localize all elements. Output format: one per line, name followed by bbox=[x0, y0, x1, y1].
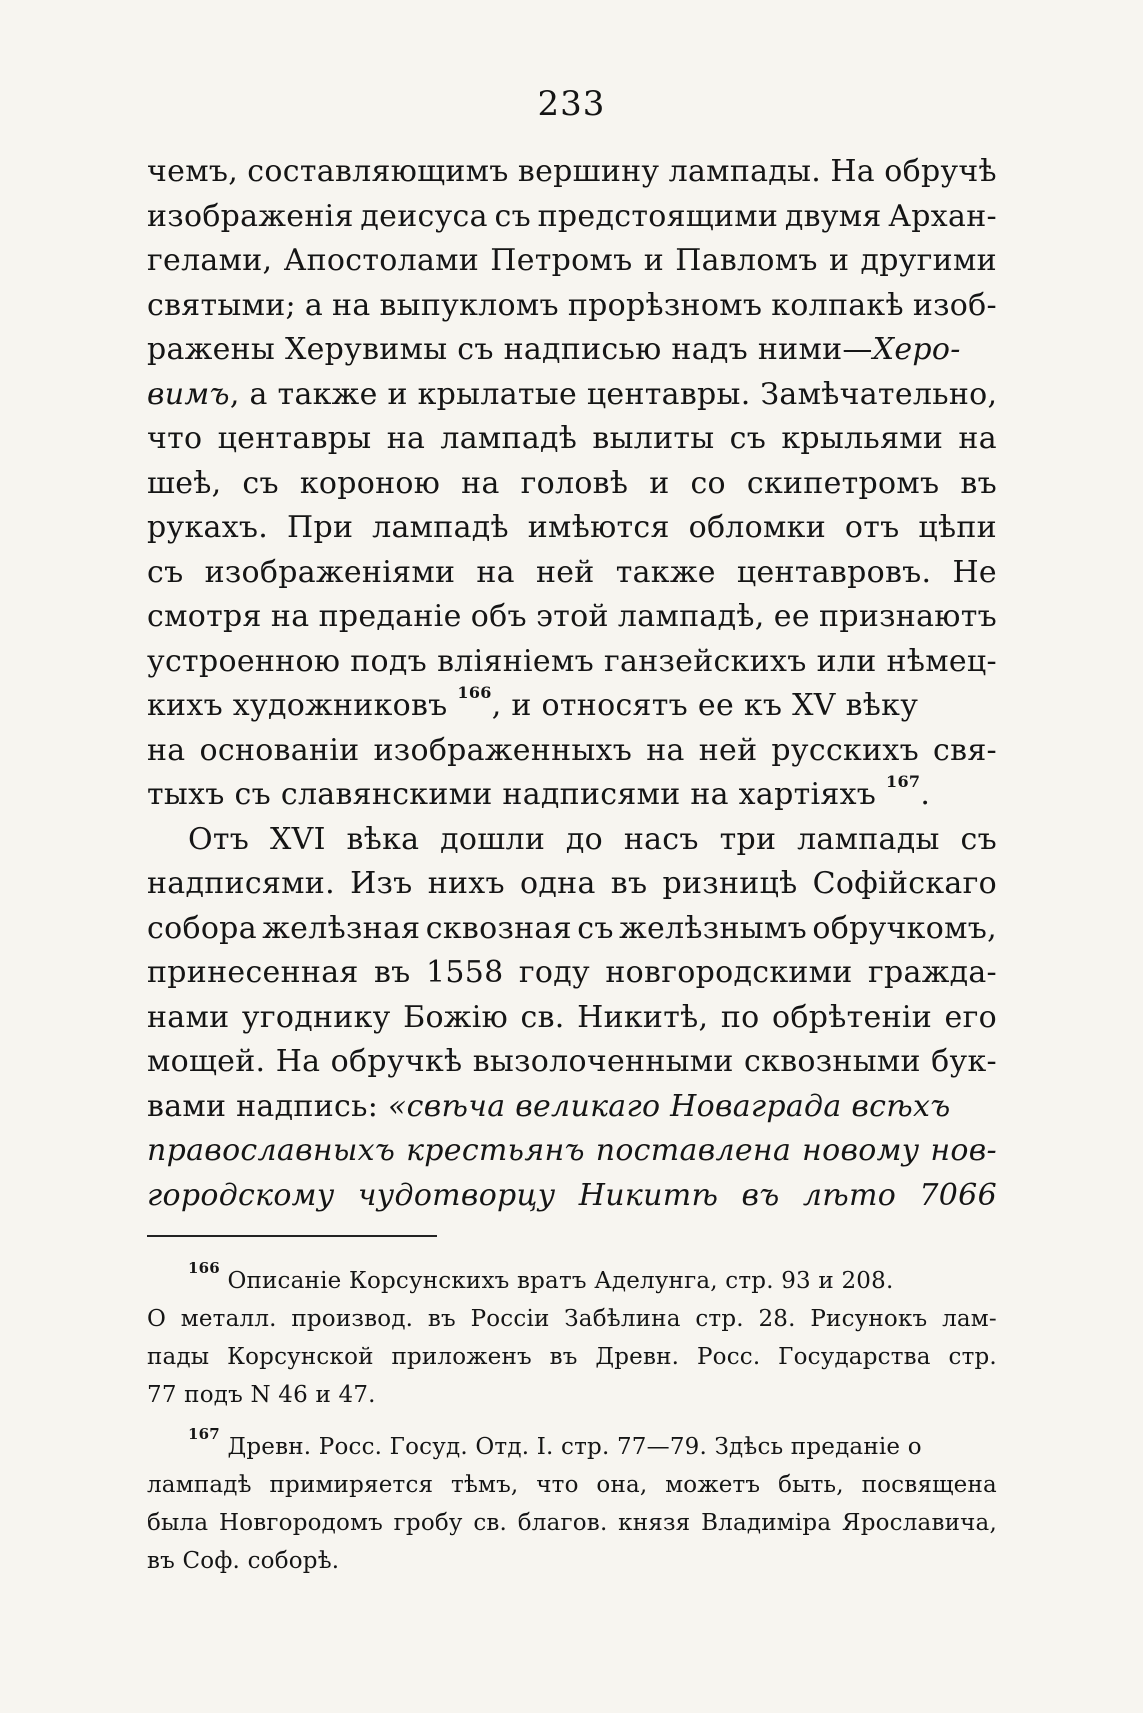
word: Архан- bbox=[888, 198, 997, 234]
word: новгородскими bbox=[605, 955, 853, 990]
word: ней bbox=[535, 554, 595, 590]
word: новому bbox=[802, 1133, 920, 1168]
line-text: вами надпись: bbox=[147, 1088, 388, 1124]
word: чудотворцу bbox=[357, 1177, 556, 1213]
footnote-text: 77 подъ N 46 и 47. bbox=[147, 1382, 376, 1408]
word: ее bbox=[773, 599, 810, 634]
word: Никитѣ, bbox=[577, 999, 709, 1035]
word: Петромъ bbox=[490, 243, 633, 278]
word: на bbox=[147, 732, 186, 768]
word: 1558 bbox=[425, 955, 504, 990]
footnotes bbox=[147, 1259, 997, 1580]
word: При bbox=[286, 510, 354, 545]
word: головѣ bbox=[520, 465, 629, 501]
word: деисуса bbox=[360, 198, 488, 234]
word: городскому bbox=[147, 1177, 335, 1213]
text-line bbox=[147, 506, 997, 551]
word: сквозная bbox=[425, 910, 572, 946]
line-text: , и относятъ ее къ XV вѣку bbox=[491, 688, 919, 723]
footnote-text: въ Соф. соборѣ. bbox=[147, 1548, 340, 1574]
text-line bbox=[147, 1040, 997, 1085]
word: этой bbox=[536, 599, 609, 634]
word: въ bbox=[427, 1306, 456, 1332]
word: лам- bbox=[942, 1306, 997, 1332]
word: была bbox=[147, 1510, 209, 1536]
word: металл. bbox=[180, 1306, 277, 1332]
word: вліяніемъ bbox=[437, 643, 595, 679]
word: Корсунской bbox=[227, 1344, 374, 1370]
word: обручкѣ bbox=[330, 1044, 463, 1079]
text-line bbox=[147, 417, 997, 462]
text-line bbox=[147, 640, 997, 685]
word: колпакѣ bbox=[771, 287, 904, 323]
word: году bbox=[518, 955, 590, 990]
word: ганзейскихъ bbox=[604, 643, 807, 679]
word: лампадѣ bbox=[372, 510, 509, 545]
word: дошли bbox=[440, 821, 546, 857]
word: объ bbox=[470, 599, 527, 634]
text-line bbox=[147, 951, 997, 996]
word: принесенная bbox=[147, 955, 359, 990]
word: нихъ bbox=[427, 866, 505, 901]
word: скипетромъ bbox=[746, 465, 940, 501]
footnote-line bbox=[147, 1376, 997, 1414]
word: на bbox=[386, 421, 426, 456]
word: выпукломъ bbox=[379, 287, 559, 323]
italic-text: вимъ bbox=[147, 376, 230, 412]
word: двумя bbox=[784, 198, 882, 234]
word: лампады bbox=[797, 821, 940, 857]
word: Россіи bbox=[470, 1306, 550, 1332]
word: центавры bbox=[217, 421, 372, 456]
word: Не bbox=[952, 554, 997, 590]
word: надписями. bbox=[147, 866, 335, 901]
word: изоб- bbox=[912, 287, 997, 323]
italic-text: Херо- bbox=[872, 332, 961, 367]
word: Владиміра bbox=[701, 1510, 832, 1536]
word: съ bbox=[494, 198, 531, 234]
word: Росс. bbox=[696, 1344, 761, 1370]
footnote-line bbox=[147, 1466, 997, 1504]
word: на bbox=[461, 465, 500, 501]
text-line bbox=[147, 996, 997, 1041]
footnote-ref-166[interactable]: 166 bbox=[457, 683, 492, 702]
word: въ bbox=[960, 465, 997, 501]
text-line bbox=[147, 907, 997, 952]
word: съ bbox=[729, 421, 767, 456]
page-number: 233 bbox=[537, 84, 606, 124]
footnote-marker-167: 167 bbox=[188, 1425, 220, 1444]
word: съ bbox=[960, 821, 997, 857]
italic-text: «свѣча великаго Новаграда всѣхъ bbox=[387, 1088, 951, 1124]
line-text: , а также и крылатые центавры. Замѣчательно, bbox=[229, 376, 998, 412]
line-text: тыхъ съ славянскими надписями на хартіяхъ bbox=[147, 777, 877, 812]
word: мощей. bbox=[147, 1044, 266, 1079]
word: поставлена bbox=[595, 1133, 792, 1168]
word: гробу bbox=[393, 1510, 463, 1536]
text-line bbox=[147, 551, 997, 596]
footnote-gap bbox=[147, 1414, 997, 1428]
body-text bbox=[147, 150, 997, 1218]
word: Рисунокъ bbox=[810, 1306, 928, 1332]
word: ней bbox=[698, 732, 758, 768]
word: свя- bbox=[933, 732, 997, 768]
word: угоднику bbox=[241, 999, 391, 1035]
text-line bbox=[147, 818, 997, 863]
text-line bbox=[147, 373, 997, 418]
word: цѣпи bbox=[918, 510, 997, 545]
word: она, bbox=[596, 1472, 648, 1498]
text-line bbox=[147, 1174, 997, 1219]
word: крестьянъ bbox=[406, 1133, 585, 1168]
word: изображеніями bbox=[204, 554, 456, 590]
word: предстоящими bbox=[537, 198, 779, 234]
text-line bbox=[147, 462, 997, 507]
word: Новгородомъ bbox=[218, 1510, 383, 1536]
word: посвящена bbox=[861, 1472, 997, 1498]
word: что bbox=[147, 421, 203, 456]
word: Божію bbox=[403, 999, 509, 1035]
text-line bbox=[147, 1129, 997, 1174]
footnote-line bbox=[147, 1542, 997, 1580]
word: пады bbox=[147, 1344, 210, 1370]
word: лампады. bbox=[668, 154, 822, 189]
word: гражда- bbox=[867, 955, 997, 990]
word: XVI bbox=[269, 821, 326, 857]
word: съ bbox=[577, 910, 614, 946]
footnote-text: Древн. Росс. Госуд. Отд. I. стр. 77—79. Здѣсь преданіе о bbox=[227, 1434, 922, 1460]
word: нѣмец- bbox=[886, 643, 997, 679]
word: преданіе bbox=[318, 599, 462, 634]
word: отъ bbox=[844, 510, 900, 545]
text-line bbox=[147, 773, 997, 818]
word: Апостолами bbox=[283, 243, 480, 278]
word: чемъ, bbox=[147, 154, 239, 189]
word: О bbox=[147, 1306, 167, 1332]
word: приложенъ bbox=[391, 1344, 532, 1370]
word: стр. bbox=[695, 1306, 744, 1332]
word: вершину bbox=[517, 154, 660, 189]
word: другими bbox=[860, 243, 997, 278]
text-line bbox=[147, 239, 997, 284]
word: въ bbox=[741, 1177, 780, 1213]
word: шеѣ, bbox=[147, 465, 222, 501]
word: Софійскаго bbox=[812, 866, 997, 901]
text-line bbox=[147, 195, 997, 240]
line-text: ражены Херувимы съ надписью надъ ними— bbox=[147, 332, 873, 367]
word: ризницѣ bbox=[662, 866, 798, 901]
line-text: кихъ художниковъ bbox=[147, 688, 448, 723]
word: лампадѣ bbox=[440, 421, 578, 456]
word: и bbox=[649, 465, 670, 501]
footnote-line bbox=[147, 1425, 997, 1466]
text-line bbox=[147, 595, 997, 640]
text-line bbox=[147, 1085, 997, 1130]
word: или bbox=[816, 643, 877, 679]
footnote-line bbox=[147, 1300, 997, 1338]
word: Древн. bbox=[595, 1344, 680, 1370]
word: на bbox=[476, 554, 515, 590]
word: на bbox=[270, 599, 310, 634]
word: нов- bbox=[930, 1133, 997, 1168]
word: въ bbox=[549, 1344, 578, 1370]
word: 28. bbox=[758, 1306, 796, 1332]
word: вѣка bbox=[346, 821, 420, 857]
word: въ bbox=[373, 955, 411, 990]
word: Изъ bbox=[350, 866, 413, 901]
word: въ bbox=[610, 866, 648, 901]
line-text: . bbox=[920, 777, 931, 812]
word: вызолоченными bbox=[472, 1044, 734, 1079]
word: лампадѣ bbox=[147, 1472, 252, 1498]
word: три bbox=[719, 821, 777, 857]
word: съ bbox=[242, 465, 279, 501]
word: что bbox=[536, 1472, 579, 1498]
footnote-line bbox=[147, 1259, 997, 1300]
word: князя bbox=[618, 1510, 691, 1536]
word: Государства bbox=[778, 1344, 931, 1370]
word: обломки bbox=[688, 510, 827, 545]
word: На bbox=[830, 154, 875, 189]
word: собора bbox=[147, 910, 257, 946]
word: признаютъ bbox=[819, 599, 997, 634]
word: православныхъ bbox=[147, 1133, 396, 1168]
footnote-marker-166: 166 bbox=[188, 1259, 220, 1278]
footnote-text: Описаніе Корсунскихъ вратъ Аделунга, стр. 93 и 208. bbox=[227, 1268, 894, 1294]
word: На bbox=[275, 1044, 321, 1079]
word: Отъ bbox=[188, 821, 250, 857]
word: короною bbox=[299, 465, 441, 501]
word: благов. bbox=[517, 1510, 608, 1536]
word: Ярославича, bbox=[841, 1510, 997, 1536]
text-line bbox=[147, 150, 997, 195]
word: имѣются bbox=[527, 510, 670, 545]
word: Павломъ bbox=[675, 243, 818, 278]
word: примиряется bbox=[269, 1472, 434, 1498]
word: рукахъ. bbox=[147, 510, 269, 545]
word: крыльями bbox=[781, 421, 944, 456]
word: на bbox=[958, 421, 997, 456]
word: до bbox=[565, 821, 604, 857]
word: св. bbox=[473, 1510, 508, 1536]
footnote-ref-167[interactable]: 167 bbox=[886, 772, 921, 791]
word: на bbox=[646, 732, 685, 768]
word: одна bbox=[520, 866, 596, 901]
word: гелами, bbox=[147, 243, 273, 278]
word: 7066 bbox=[919, 1177, 997, 1213]
text-line bbox=[147, 862, 997, 907]
word: быть, bbox=[778, 1472, 844, 1498]
word: смотря bbox=[147, 599, 262, 634]
word: производ. bbox=[291, 1306, 414, 1332]
word: обрѣтеніи bbox=[772, 999, 933, 1035]
word: обручкомъ, bbox=[812, 910, 997, 946]
word: также bbox=[615, 554, 716, 590]
word: и bbox=[828, 243, 850, 278]
word: желѣзнымъ bbox=[619, 910, 807, 946]
word: изображенія bbox=[147, 198, 354, 234]
footnote-line bbox=[147, 1338, 997, 1376]
word: подъ bbox=[350, 643, 428, 679]
footnote-divider bbox=[147, 1235, 437, 1237]
word: нами bbox=[147, 999, 230, 1035]
word: можетъ bbox=[665, 1472, 761, 1498]
word: его bbox=[944, 999, 997, 1035]
word: прорѣзномъ bbox=[567, 287, 763, 323]
word: устроенною bbox=[147, 643, 341, 679]
text-line bbox=[147, 284, 997, 329]
word: центавровъ. bbox=[736, 554, 932, 590]
word: и bbox=[643, 243, 665, 278]
word: по bbox=[720, 999, 760, 1035]
word: лампадѣ, bbox=[617, 599, 765, 634]
word: св. bbox=[520, 999, 565, 1035]
word: бук- bbox=[931, 1044, 997, 1079]
word: а bbox=[304, 287, 324, 323]
word: основаніи bbox=[199, 732, 360, 768]
word: составляющимъ bbox=[247, 154, 509, 189]
word: лѣто bbox=[802, 1177, 897, 1213]
text-line bbox=[147, 328, 997, 373]
word: Забѣлина bbox=[564, 1306, 681, 1332]
text-line bbox=[147, 729, 997, 774]
word: стр. bbox=[948, 1344, 997, 1370]
word: русскихъ bbox=[771, 732, 920, 768]
word: обручѣ bbox=[884, 154, 997, 189]
word: вылиты bbox=[592, 421, 715, 456]
word: Никитѣ bbox=[578, 1177, 719, 1213]
footnote-line bbox=[147, 1504, 997, 1542]
word: изображенныхъ bbox=[373, 732, 633, 768]
word: святыми; bbox=[147, 287, 296, 323]
word: тѣмъ, bbox=[451, 1472, 519, 1498]
word: со bbox=[690, 465, 726, 501]
word: сквозными bbox=[744, 1044, 921, 1079]
word: желѣзная bbox=[262, 910, 421, 946]
word: насъ bbox=[623, 821, 699, 857]
word: на bbox=[332, 287, 371, 323]
text-line bbox=[147, 684, 997, 729]
word: съ bbox=[147, 554, 184, 590]
